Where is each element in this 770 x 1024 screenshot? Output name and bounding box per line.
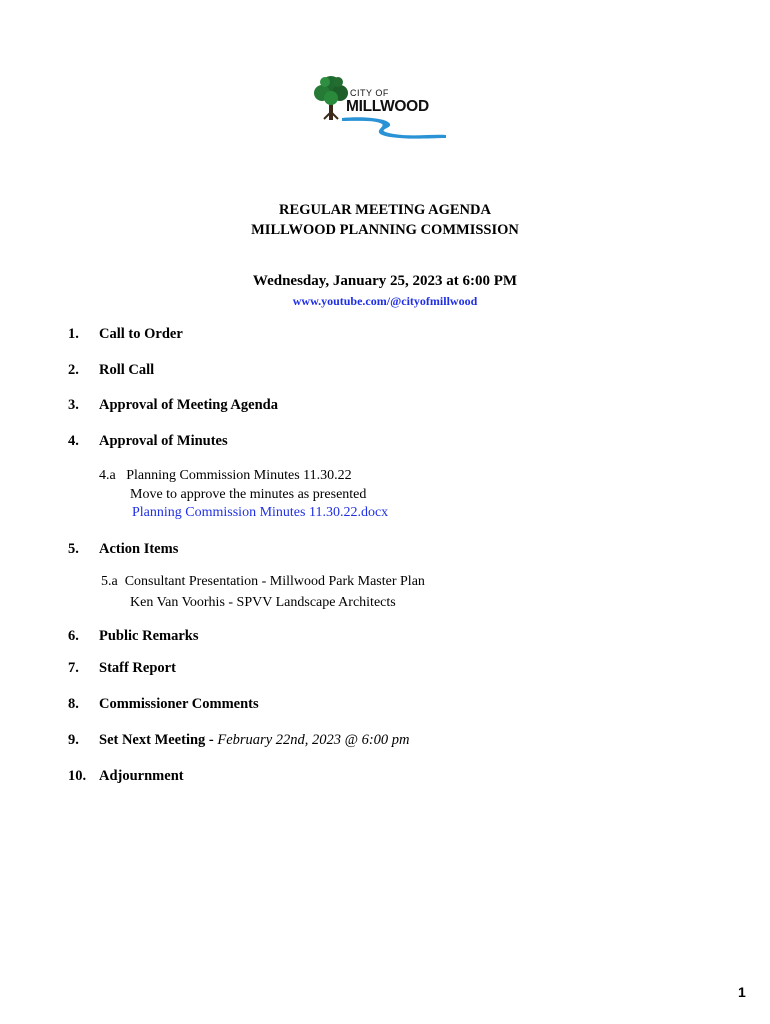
item-approval-agenda: Approval of Meeting Agenda (99, 397, 278, 413)
item-number: 9. (68, 732, 79, 748)
item-set-next-meeting-label: Set Next Meeting - (99, 732, 214, 748)
item-staff-report: Staff Report (99, 660, 176, 676)
item-roll-call: Roll Call (99, 362, 155, 378)
item-set-next-meeting (99, 732, 410, 749)
item-call-to-order: Call to Order (99, 326, 183, 342)
commission-title: MILLWOOD PLANNING COMMISSION (251, 222, 519, 238)
item-approval-minutes: Approval of Minutes (99, 433, 228, 449)
item-number: 2. (68, 362, 79, 378)
logo-city-of-text: CITY OF (350, 88, 389, 98)
item-number: 4. (68, 433, 79, 449)
item-number: 10. (68, 768, 87, 784)
next-meeting-date: February 22nd, 2023 @ 6:00 pm (217, 732, 410, 748)
item-action-items: Action Items (99, 541, 179, 557)
minutes-attachment-link[interactable]: Planning Commission Minutes 11.30.22.docx (132, 505, 389, 520)
subitem-5a-title: 5.a Consultant Presentation - Millwood Park Master Plan (101, 574, 425, 589)
item-commissioner-comments: Commissioner Comments (99, 696, 259, 712)
item-number: 6. (68, 628, 79, 644)
item-number: 8. (68, 696, 79, 712)
logo-millwood-text: MILLWOOD (346, 98, 429, 115)
agenda-title: REGULAR MEETING AGENDA (279, 202, 491, 218)
meeting-datetime: Wednesday, January 25, 2023 at 6:00 PM (252, 273, 518, 289)
subitem-4a-motion: Move to approve the minutes as presented (130, 487, 367, 502)
subitem-5a-presenter: Ken Van Voorhis - SPVV Landscape Architects (130, 595, 396, 610)
item-public-remarks: Public Remarks (99, 628, 199, 644)
page-number: 1 (738, 984, 746, 1000)
city-logo (312, 72, 448, 140)
item-number: 7. (68, 660, 79, 676)
item-adjournment: Adjournment (99, 768, 184, 784)
youtube-link[interactable]: www.youtube.com/@cityofmillwood (292, 294, 478, 308)
subitem-4a-title: 4.a Planning Commission Minutes 11.30.22 (99, 468, 352, 483)
item-number: 1. (68, 326, 79, 342)
item-number: 3. (68, 397, 79, 413)
item-number: 5. (68, 541, 79, 557)
river-icon (312, 72, 448, 140)
